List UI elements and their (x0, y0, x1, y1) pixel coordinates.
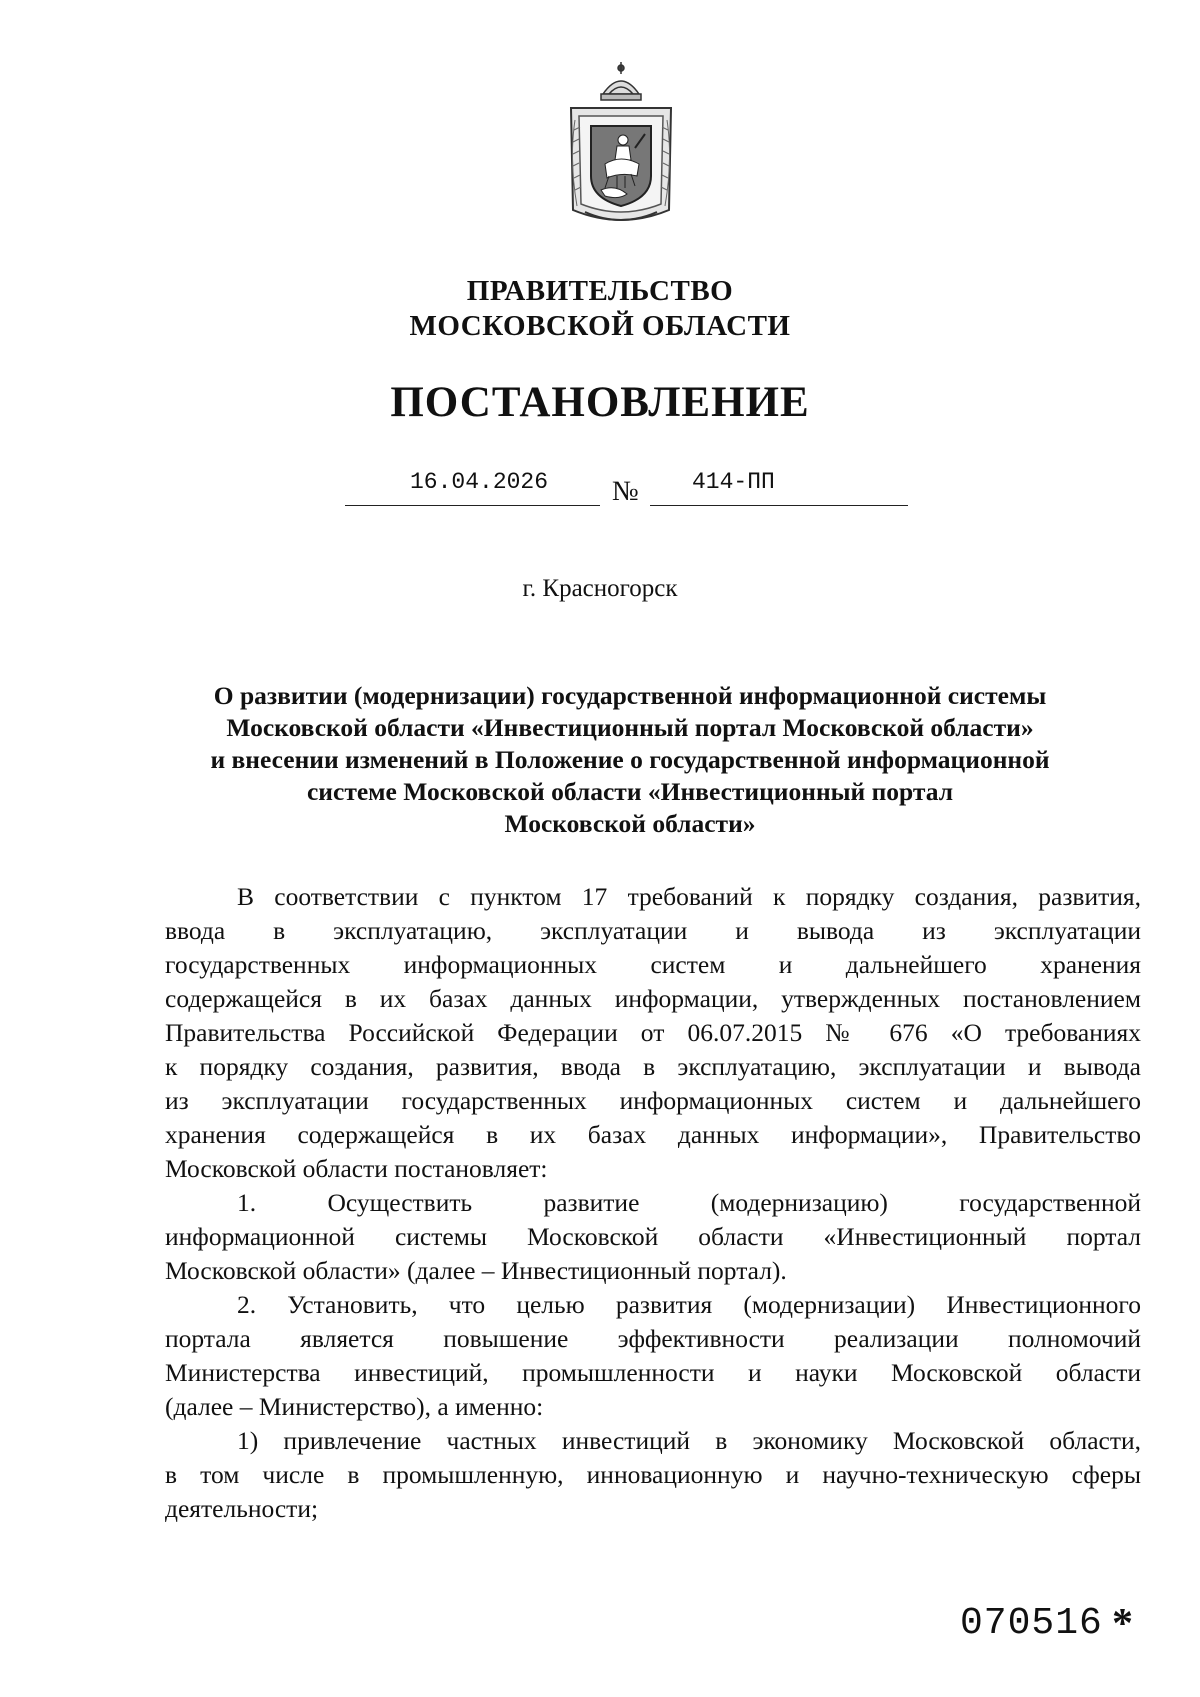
body-line: Московской области» (далее – Инвестиционный портал). (165, 1256, 787, 1285)
government-name-line2: МОСКОВСКОЙ ОБЛАСТИ (409, 310, 791, 342)
body-line: к порядку создания, развития, ввода в эксплуатацию, эксплуатации и вывода (165, 1052, 1141, 1081)
body-line: государственных информационных систем и дальнейшего хранения (165, 950, 1141, 979)
date-underline (345, 505, 600, 506)
document-type: ПОСТАНОВЛЕНИЕ (390, 379, 810, 426)
body-line: 1. Осуществить развитие (модернизацию) государственной (237, 1188, 1141, 1217)
body-line: Министерства инвестиций, промышленности и науки Московской области (165, 1358, 1141, 1387)
coat-of-arms-emblem (565, 60, 677, 232)
title-line: Московской области» (504, 809, 756, 838)
body-line: в том числе в промышленную, инновационную и научно-техническую сферы (165, 1460, 1141, 1489)
document-date: 16.04.2026 (410, 469, 549, 495)
title-line: и внесении изменений в Положение о государственной информационной (210, 745, 1050, 774)
title-line: системе Московской области «Инвестиционный портал (306, 777, 954, 806)
title-line: О развитии (модернизации) государственной информационной системы (213, 681, 1047, 710)
body-line: (далее – Министерство), а именно: (165, 1392, 544, 1421)
document-number: 414-ПП (692, 469, 775, 495)
body-line: хранения содержащейся в их базах данных информации», Правительство (165, 1120, 1141, 1149)
body-line: Правительства Российской Федерации от 06.07.2015 № 676 «О требованиях (165, 1018, 1141, 1047)
stamp-asterisk: * (1112, 1601, 1133, 1647)
body-line: информационной системы Московской области «Инвестиционный портал (165, 1222, 1141, 1251)
number-underline (650, 505, 908, 506)
body-line: ввода в эксплуатацию, эксплуатации и вывода из эксплуатации (165, 916, 1141, 945)
document-body (165, 880, 1141, 1526)
serial-stamp-number: 070516 (960, 1602, 1103, 1645)
number-sign: № (612, 476, 639, 507)
body-line: портала является повышение эффективности реализации полномочий (165, 1324, 1141, 1353)
body-line: 2. Установить, что целью развития (модернизации) Инвестиционного (237, 1290, 1141, 1319)
body-line: 1) привлечение частных инвестиций в экономику Московской области, (237, 1426, 1141, 1455)
document-title (150, 680, 1110, 840)
body-line: из эксплуатации государственных информационных систем и дальнейшего (165, 1086, 1141, 1115)
body-line: деятельности; (165, 1494, 319, 1523)
government-name-line1: ПРАВИТЕЛЬСТВО (466, 275, 734, 307)
body-line: содержащейся в их базах данных информации, утвержденных постановлением (165, 984, 1141, 1013)
body-line: В соответствии с пунктом 17 требований к порядку создания, развития, (237, 882, 1141, 911)
title-line: Московской области «Инвестиционный портал Московской области» (226, 713, 1034, 742)
document-city: г. Красногорск (522, 575, 678, 602)
body-line: Московской области постановляет: (165, 1154, 548, 1183)
